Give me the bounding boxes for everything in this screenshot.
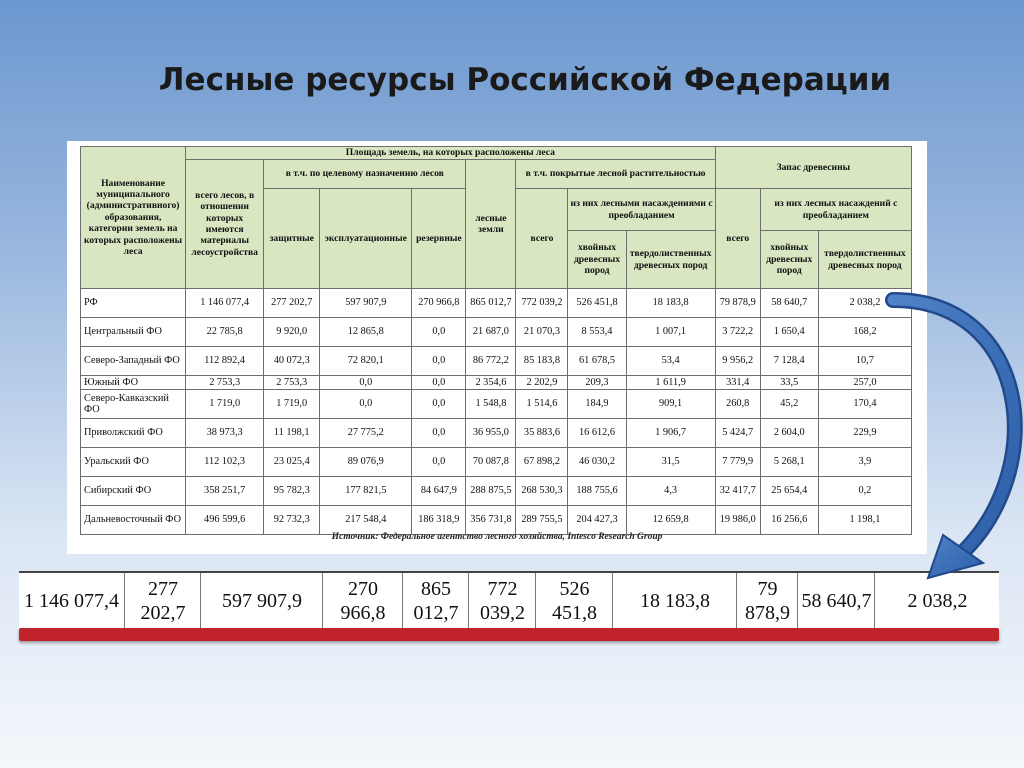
table-cell: 204 427,3 xyxy=(568,506,626,535)
table-cell: 277 202,7 xyxy=(264,289,320,318)
table-cell: 1 719,0 xyxy=(186,390,264,419)
table-cell: 21 070,3 xyxy=(516,318,568,347)
table-row xyxy=(81,419,912,448)
table-cell: 61 678,5 xyxy=(568,347,626,376)
table-row xyxy=(81,347,912,376)
table-cell: 270 966,8 xyxy=(412,289,466,318)
table-cell: 22 785,8 xyxy=(186,318,264,347)
zoomed-cell: 772 039,2 xyxy=(468,573,536,629)
table-cell: 25 654,4 xyxy=(760,477,818,506)
table-cell: 0,0 xyxy=(412,448,466,477)
table-cell: 85 183,8 xyxy=(516,347,568,376)
table-cell: 5 268,1 xyxy=(760,448,818,477)
table-cell: 260,8 xyxy=(715,390,760,419)
zoomed-cell: 18 183,8 xyxy=(612,573,737,629)
table-cell: 2 202,9 xyxy=(516,376,568,390)
table-cell: 772 039,2 xyxy=(516,289,568,318)
header-forest-lands: лесные земли xyxy=(466,160,516,289)
table-cell: 0,0 xyxy=(412,390,466,419)
zoomed-cell: 1 146 077,4 xyxy=(24,590,119,612)
table-cell: 38 973,3 xyxy=(186,419,264,448)
table-row xyxy=(81,376,912,390)
table-cell: 11 198,1 xyxy=(264,419,320,448)
table-cell: 7 779,9 xyxy=(715,448,760,477)
table-body xyxy=(81,289,912,535)
table-cell: 72 820,1 xyxy=(320,347,412,376)
table-cell: 0,0 xyxy=(412,347,466,376)
table-cell: 356 731,8 xyxy=(466,506,516,535)
table-cell: 0,0 xyxy=(412,376,466,390)
table-cell: 12 865,8 xyxy=(320,318,412,347)
header-covered-total: всего xyxy=(516,189,568,289)
table-cell: 84 647,9 xyxy=(412,477,466,506)
table-cell: 9 920,0 xyxy=(264,318,320,347)
zoomed-rf-row xyxy=(19,571,999,631)
table-cell: 35 883,6 xyxy=(516,419,568,448)
header-stock-total: всего xyxy=(715,189,760,289)
table-cell: 46 030,2 xyxy=(568,448,626,477)
zoomed-cell: 2 038,2 xyxy=(874,573,1000,629)
row-label: РФ xyxy=(81,289,186,318)
header-total-forests: всего лесов, в отношении которых имеются материалы лесоустройства xyxy=(186,160,264,289)
row-label: Дальневосточный ФО xyxy=(81,506,186,535)
table-cell: 40 072,3 xyxy=(264,347,320,376)
table-cell: 9 956,2 xyxy=(715,347,760,376)
table-cell: 16 612,6 xyxy=(568,419,626,448)
header-protective: защитные xyxy=(264,189,320,289)
table-cell: 12 659,8 xyxy=(626,506,715,535)
header-purpose-group: в т.ч. по целевому назначению лесов xyxy=(264,160,466,189)
table-cell: 909,1 xyxy=(626,390,715,419)
table-cell: 95 782,3 xyxy=(264,477,320,506)
table-cell: 1 650,4 xyxy=(760,318,818,347)
table-row xyxy=(81,506,912,535)
table-cell: 288 875,5 xyxy=(466,477,516,506)
header-covered-group: в т.ч. покрытые лесной растительностью xyxy=(516,160,715,189)
row-label: Северо-Западный ФО xyxy=(81,347,186,376)
table-cell: 23 025,4 xyxy=(264,448,320,477)
forest-resources-table xyxy=(80,146,912,535)
header-covered-subgroup: из них лесными насаждениями с преобладанием xyxy=(568,189,715,231)
table-cell: 2 354,6 xyxy=(466,376,516,390)
table-cell: 1 007,1 xyxy=(626,318,715,347)
table-cell: 0,2 xyxy=(818,477,911,506)
header-stock-subgroup: из них лесных насаждений с преобладанием xyxy=(760,189,911,231)
table-row xyxy=(81,318,912,347)
table-cell: 184,9 xyxy=(568,390,626,419)
table-cell: 2 604,0 xyxy=(760,419,818,448)
table-row xyxy=(81,289,912,318)
zoomed-cell: 865 012,7 xyxy=(402,573,469,629)
table-cell: 229,9 xyxy=(818,419,911,448)
zoomed-cell: 270 966,8 xyxy=(322,573,403,629)
row-label: Уральский ФО xyxy=(81,448,186,477)
table-cell: 217 548,4 xyxy=(320,506,412,535)
table-row xyxy=(81,448,912,477)
table-cell: 526 451,8 xyxy=(568,289,626,318)
table-cell: 177 821,5 xyxy=(320,477,412,506)
table-cell: 27 775,2 xyxy=(320,419,412,448)
table-cell: 32 417,7 xyxy=(715,477,760,506)
table-cell: 7 128,4 xyxy=(760,347,818,376)
header-exploitation: эксплуатационные xyxy=(320,189,412,289)
table-cell: 0,0 xyxy=(320,390,412,419)
table-cell: 186 318,9 xyxy=(412,506,466,535)
row-label: Центральный ФО xyxy=(81,318,186,347)
table-cell: 0,0 xyxy=(412,318,466,347)
table-cell: 45,2 xyxy=(760,390,818,419)
table-cell: 2 753,3 xyxy=(264,376,320,390)
table-cell: 21 687,0 xyxy=(466,318,516,347)
header-stock-conifer: хвойных древесных пород xyxy=(760,231,818,289)
table-cell: 5 424,7 xyxy=(715,419,760,448)
table-cell: 2 038,2 xyxy=(818,289,911,318)
table-cell: 2 753,3 xyxy=(186,376,264,390)
table-cell: 865 012,7 xyxy=(466,289,516,318)
table-cell: 188 755,6 xyxy=(568,477,626,506)
table-cell: 58 640,7 xyxy=(760,289,818,318)
table-cell: 86 772,2 xyxy=(466,347,516,376)
table-row xyxy=(81,477,912,506)
header-conifer: хвойных древесных пород xyxy=(568,231,626,289)
table-cell: 1 198,1 xyxy=(818,506,911,535)
row-label: Северо-Кавказский ФО xyxy=(81,390,186,419)
forest-resources-table-panel xyxy=(67,141,927,554)
header-stock-group: Запас древесины xyxy=(715,147,911,189)
row-label: Южный ФО xyxy=(81,376,186,390)
table-cell: 67 898,2 xyxy=(516,448,568,477)
table-source-note: Источник: Федеральное агентство лесного хозяйства, Intesco Research Group xyxy=(331,532,663,542)
table-cell: 170,4 xyxy=(818,390,911,419)
table-cell: 89 076,9 xyxy=(320,448,412,477)
table-cell: 92 732,3 xyxy=(264,506,320,535)
zoomed-cell: 597 907,9 xyxy=(200,573,323,629)
table-cell: 19 986,0 xyxy=(715,506,760,535)
table-cell: 4,3 xyxy=(626,477,715,506)
table-cell: 1 146 077,4 xyxy=(186,289,264,318)
table-cell: 358 251,7 xyxy=(186,477,264,506)
table-cell: 1 719,0 xyxy=(264,390,320,419)
table-cell: 331,4 xyxy=(715,376,760,390)
table-cell: 168,2 xyxy=(818,318,911,347)
header-name: Наименование муниципального (административного) образования, категории земель на которых расположены леса xyxy=(81,147,186,289)
table-cell: 36 955,0 xyxy=(466,419,516,448)
zoomed-cell: 526 451,8 xyxy=(535,573,613,629)
table-cell: 8 553,4 xyxy=(568,318,626,347)
table-cell: 10,7 xyxy=(818,347,911,376)
table-cell: 112 102,3 xyxy=(186,448,264,477)
table-cell: 1 548,8 xyxy=(466,390,516,419)
highlight-underline-bar xyxy=(19,628,999,641)
table-cell: 112 892,4 xyxy=(186,347,264,376)
table-cell: 70 087,8 xyxy=(466,448,516,477)
table-cell: 16 256,6 xyxy=(760,506,818,535)
slide-title: Лесные ресурсы Российской Федерации xyxy=(158,62,892,98)
table-cell: 1 611,9 xyxy=(626,376,715,390)
table-cell: 3 722,2 xyxy=(715,318,760,347)
table-cell: 597 907,9 xyxy=(320,289,412,318)
table-cell: 1 514,6 xyxy=(516,390,568,419)
table-cell: 289 755,5 xyxy=(516,506,568,535)
header-area-group: Площадь земель, на которых расположены леса xyxy=(186,147,716,160)
header-hardwood: твердолиственных древесных пород xyxy=(626,231,715,289)
row-label: Приволжский ФО xyxy=(81,419,186,448)
table-cell: 79 878,9 xyxy=(715,289,760,318)
table-cell: 18 183,8 xyxy=(626,289,715,318)
table-cell: 0,0 xyxy=(320,376,412,390)
table-cell: 31,5 xyxy=(626,448,715,477)
row-label: Сибирский ФО xyxy=(81,477,186,506)
table-cell: 257,0 xyxy=(818,376,911,390)
table-cell: 3,9 xyxy=(818,448,911,477)
zoomed-cell: 277 202,7 xyxy=(124,573,201,629)
table-row xyxy=(81,390,912,419)
table-cell: 0,0 xyxy=(412,419,466,448)
table-cell: 268 530,3 xyxy=(516,477,568,506)
header-reserve: резервные xyxy=(412,189,466,289)
table-cell: 33,5 xyxy=(760,376,818,390)
header-stock-hardwood: твердолиственных древесных пород xyxy=(818,231,911,289)
table-cell: 209,3 xyxy=(568,376,626,390)
table-cell: 53,4 xyxy=(626,347,715,376)
zoomed-cell: 79 878,9 xyxy=(736,573,798,629)
zoomed-cell: 58 640,7 xyxy=(797,573,875,629)
table-cell: 496 599,6 xyxy=(186,506,264,535)
table-cell: 1 906,7 xyxy=(626,419,715,448)
